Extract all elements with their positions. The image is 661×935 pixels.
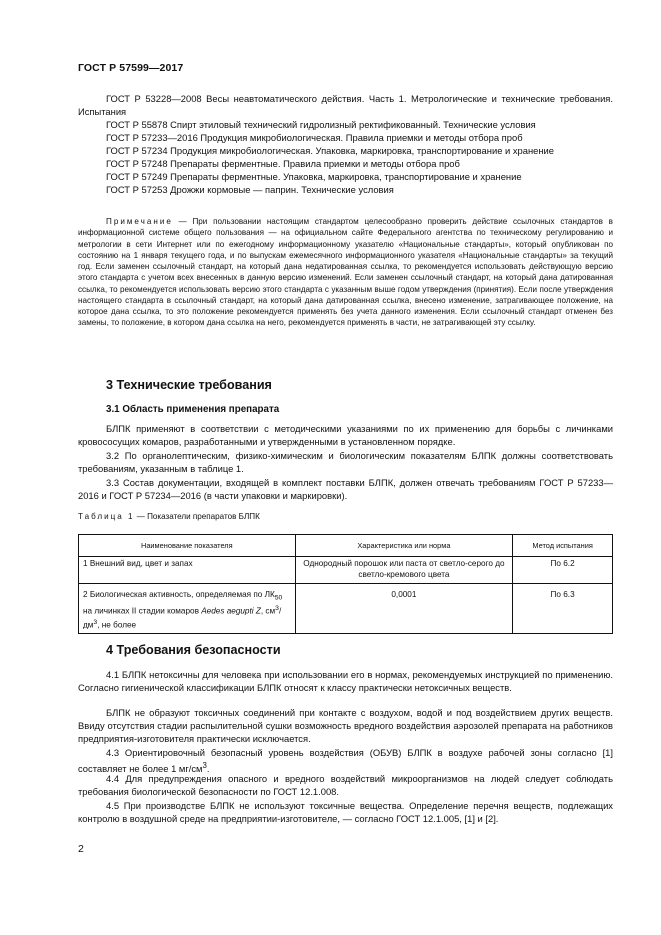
reference-item: ГОСТ Р 53228—2008 Весы неавтоматического действия. Часть 1. Метрологические и технические требования. Испытания xyxy=(78,93,613,117)
normative-references xyxy=(78,92,613,196)
table-header-cell: Характеристика или норма xyxy=(295,535,513,557)
table-1-caption-label: Таблица 1 xyxy=(78,512,135,521)
section-3-3-paragraph: 3.3 Состав документации, входящей в комплект поставки БЛПК, должен отвечать требованиям ГОСТ Р 57233—2016 и ГОСТ Р 57234—2016 (в части упаковки и маркировки). xyxy=(78,477,613,501)
section-4-heading: 4 Требования безопасности xyxy=(106,643,281,657)
table-row xyxy=(79,557,613,584)
section-3-1-paragraph: БЛПК применяют в соответствии с методическими указаниями по их применению для борьбы с личинками кровососущих комаров, разработанными и утвержденными в установленном порядке. xyxy=(78,423,613,447)
table-header-row xyxy=(79,535,613,557)
note-text: — При пользовании настоящим стандартом целесообразно проверить действие ссылочных стандартов в информационной системе общего пользования — на официальном сайте Федерального агентства по техническому регулированию и метрологии в сети Интернет или по ежегодному информационному указателю «Национальные стандарты», который опубликован по состоянию на 1 января текущего года, и по выпускам ежемесячного информационного указателя «Национальные стандарты» за текущий год. Если заменен ссылочный стандарт, на который дана недатированная ссылка, то рекомендуется использовать действующую версию этого стандарта с учетом всех внесенных в данную версию изменений. Если заменен ссылочный стандарт, на который дана датированная ссылка, то рекомендуется использовать версию этого стандарта с указанным выше годом утверждения (принятия). Если после утверждения настоящего стандарта в ссылочный стандарт, на который дана датированная ссылка, внесено изменение, затрагивающее положение, на которое дана ссылка, то это положение рекомендуется применять без учета данного изменения. Если ссылочный стандарт отменен без замены, то положение, в котором дана ссылка на него, рекомендуется применять в части, не затрагивающей эту ссылку. xyxy=(78,217,613,328)
section-4-1-paragraph: 4.1 БЛПК нетоксичны для человека при использовании его в нормах, рекомендуемых инструкцией по применению. Согласно гигиенической классификации БЛПК относят к классу практически нетоксичных веществ. xyxy=(78,669,613,693)
reference-item: ГОСТ Р 57249 Препараты ферментные. Упаковка, маркировка, транспортирование и хранение xyxy=(106,171,522,182)
table-cell: Однородный порошок или паста от светло-серого до светло-кремового цвета xyxy=(295,557,513,584)
note-label: Примечание xyxy=(106,217,173,226)
table-cell: По 6.3 xyxy=(513,584,613,634)
table-cell: 1 Внешний вид, цвет и запах xyxy=(79,557,296,584)
reference-item: ГОСТ Р 57234 Продукция микробиологическая. Упаковка, маркировка, транспортирование и хранение xyxy=(106,145,554,156)
section-4-2-paragraph: БЛПК не образуют токсичных соединений при контакте с воздухом, водой и под воздействием других веществ. Ввиду отсутствия стадии распылительной сушки возможность вредного воздействия аэрозолей препарата на работников предприятия-изготовителя практически исключается. xyxy=(78,707,613,744)
references-note xyxy=(78,216,613,329)
table-1 xyxy=(78,534,613,634)
section-3-1-heading: 3.1 Область применения препарата xyxy=(106,404,280,415)
section-4-5-paragraph: 4.5 При производстве БЛПК не используют токсичные вещества. Определение перечня веществ, подлежащих контролю в воздушной среде на предприятии-изготовителе, — согласно ГОСТ 12.1.005, [1] и [2]. xyxy=(78,800,613,824)
reference-item: ГОСТ Р 57233—2016 Продукция микробиологическая. Правила приемки и методы отбора проб xyxy=(106,132,523,143)
section-4-3-paragraph: 4.3 Ориентировочный безопасный уровень воздействия (ОБУВ) БЛПК в воздухе рабочей зоны согласно [1] составляет не более 1 $мг/см^3$. xyxy=(78,747,613,775)
table-1-caption xyxy=(78,512,260,521)
table-cell: По 6.2 xyxy=(513,557,613,584)
reference-item: ГОСТ Р 57253 Дрожжи кормовые — паприн. Технические условия xyxy=(106,184,394,195)
section-3-heading: 3 Технические требования xyxy=(106,378,272,392)
table-header-cell: Метод испытания xyxy=(513,535,613,557)
section-4-4-paragraph: 4.4 Для предупреждения опасного и вредного воздействий микроорганизмов на людей следует соблюдать требования биологической безопасности по ГОСТ 12.1.008. xyxy=(78,773,613,797)
table-cell: 0,0001 xyxy=(295,584,513,634)
table-1-caption-text: — Показатели препаратов БЛПК xyxy=(134,512,260,521)
page-number: 2 xyxy=(78,843,84,855)
reference-item: ГОСТ Р 57248 Препараты ферментные. Правила приемки и методы отбора проб xyxy=(106,158,460,169)
table-row xyxy=(79,584,613,634)
document-header: ГОСТ Р 57599—2017 xyxy=(78,62,184,74)
table-header-cell: Наименование показателя xyxy=(79,535,296,557)
table-cell-activity: 2 Биологическая активность, определяемая по $ЛК_{50}$ на личинках II стадии комаров Aedes aegupti Z, $см^3/дм^3$, не более xyxy=(79,584,296,634)
section-3-2-paragraph: 3.2 По органолептическим, физико-химическим и биологическим показателям БЛПК должны соответствовать требованиям, указанным в таблице 1. xyxy=(78,450,613,474)
reference-item: ГОСТ Р 55878 Спирт этиловый технический гидролизный ректификованный. Технические условия xyxy=(106,119,536,130)
